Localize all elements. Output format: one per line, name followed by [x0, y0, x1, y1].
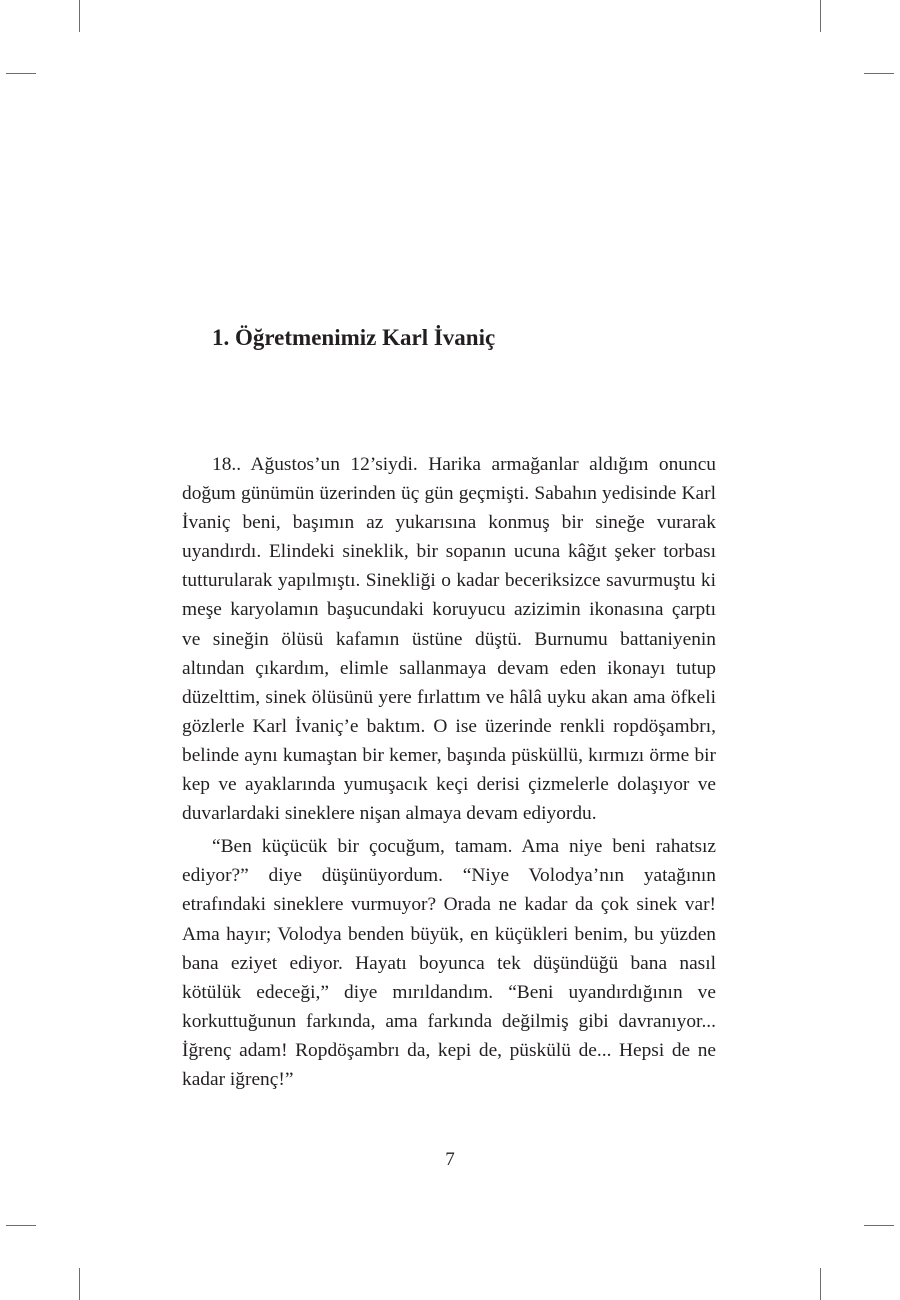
crop-mark-top-right: [820, 0, 821, 32]
crop-mark-bottom-right: [820, 1268, 821, 1300]
body-text: [182, 450, 716, 1094]
crop-mark-bottom-left: [79, 1268, 80, 1300]
page-number: 7: [445, 1149, 455, 1170]
paragraph-1: 18.. Ağustos’un 12’siydi. Harika armağanlar aldığım onuncu doğum günümün üzerinden üç gün geçmişti. Sabahın yedisinde Karl İvaniç beni, başımın az yukarısına konmuş bir sineğe vurarak uyandırdı. Elindeki sineklik, bir sopanın ucuna kâğıt şeker torbası tutturularak yapılmıştı. Sinekliği o kadar beceriksizce savurmuştu ki meşe karyolamın başucundaki koruyucu azizimin ikonasına çarptı ve sineğin ölüsü kafamın üstüne düştü. Burnumu battaniyenin altından çıkardım, elimle sallanmaya devam eden ikonayı tutup düzelttim, sinek ölüsünü yere fırlattım ve hâlâ uyku akan ama öfkeli gözlerle Karl İvaniç’e baktım. O ise üzerinde renkli ropdöşambrı, belinde aynı kumaştan bir kemer, başında püsküllü, kırmızı örme bir kep ve ayaklarında yumuşacık keçi derisi çizmelerle dolaşıyor ve duvarlardaki sineklere nişan almaya devam ediyordu.: [182, 454, 716, 825]
crop-mark-left-lower: [6, 1225, 36, 1226]
crop-mark-top-left: [79, 0, 80, 32]
chapter-title: 1. Öğretmenimiz Karl İvaniç: [212, 325, 496, 350]
crop-mark-left-upper: [6, 73, 36, 74]
crop-mark-right-lower: [864, 1225, 894, 1226]
paragraph-2: “Ben küçücük bir çocuğum, tamam. Ama niye beni rahatsız ediyor?” diye düşünüyordum. “Niye Volodya’nın yatağının etrafındaki sineklere vurmuyor? Orada ne kadar da çok sinek var! Ama hayır; Volodya benden büyük, en küçükleri benim, bu yüzden bana eziyet ediyor. Hayatı boyunca tek düşündüğü bana nasıl kötülük edeceği,” diye mırıldandım. “Beni uyandırdığının ve korkuttuğunun farkında, ama farkında değilmiş gibi davranıyor... İğrenç adam! Ropdöşambrı da, kepi de, püskülü de... Hepsi de ne kadar iğrenç!”: [182, 836, 716, 1090]
crop-mark-right-upper: [864, 73, 894, 74]
